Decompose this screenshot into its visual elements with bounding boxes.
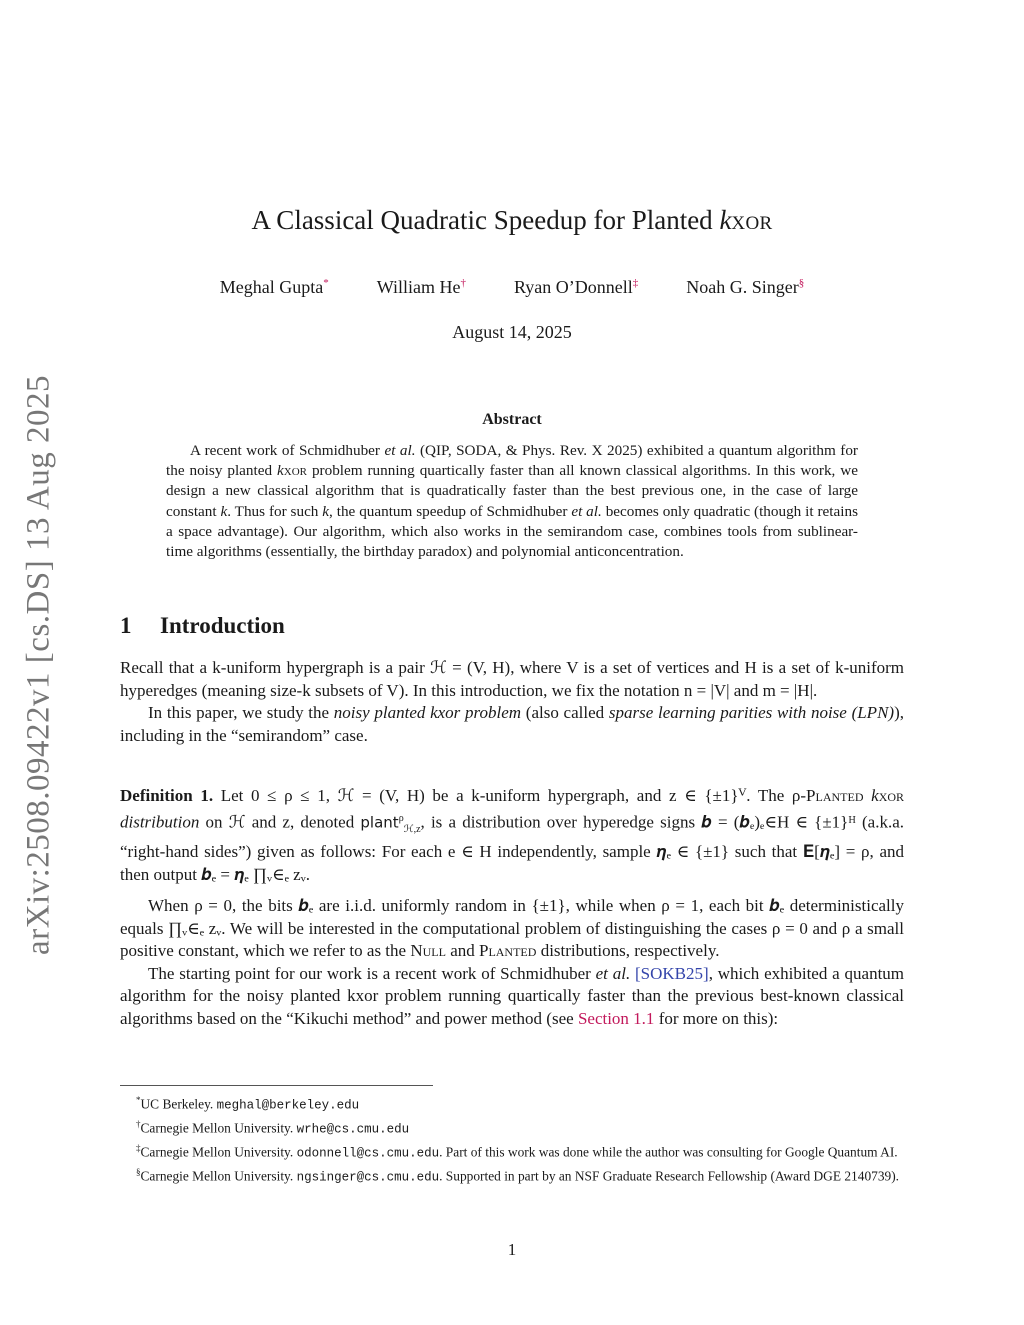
abstract-body: A recent work of Schmidhuber et al. (QIP, SODA, & Phys. Rev. X 2025) exhibited a quantum algorithm for the noisy planted kxor problem running quartically faster than all known classical algorithms. In this work, we design a new classical algorithm that is quadratically faster than the best previous one, in the case of large constant k. Thus for such k, the quantum speedup of Schmidhuber et al. becomes only quadratic (though it retains a space advantage). Our algorithm, which also works in the semirandom case, combines tools from sublinear-time algorithms (essentially, the birthday paradox) and polynomial anticoncentration. (166, 442, 859, 561)
paragraph: When ρ = 0, the bits 𝒃ₑ are i.i.d. uniformly random in {±1}, while when ρ = 1, each bit 𝒃ₑ deterministically equals ∏ᵥ∈ₑ zᵥ. We will be interested in the computational problem of distinguishing the cases ρ = 0 and ρ a small positive constant, which we refer to as the Null and Planted distributions, respectively. (120, 896, 904, 961)
footnote-divider (120, 1085, 433, 1086)
arxiv-identifier: arXiv:2508.09422v1 [cs.DS] 13 Aug 2025 (20, 375, 57, 955)
definition-label: Definition 1. (120, 786, 214, 805)
title-prefix: A Classical Quadratic Speedup for Planted (251, 205, 720, 235)
footnotes (120, 1091, 904, 1187)
body-paragraphs (120, 895, 904, 1031)
citation-link[interactable]: [SOKB25] (635, 963, 709, 983)
email-link[interactable]: wrhe@cs.cmu.edu (296, 1122, 410, 1137)
page-number: 1 (507, 1240, 517, 1259)
section-title: Introduction (160, 613, 285, 638)
paper-date: August 14, 2025 (452, 322, 572, 342)
paragraph: Recall that a k-uniform hypergraph is a pair ℋ = (V, H), where V is a set of vertices and H is a set of k-uniform hyperedges (meaning size-k subsets of V). In this introduction, we fix the notation n = |V| and m = |H|. (120, 658, 904, 700)
section-link[interactable]: Section 1.1 (577, 1008, 655, 1028)
email-link[interactable]: odonnell@cs.cmu.edu (296, 1146, 440, 1161)
author: Ryan O’Donnell‡ (514, 277, 639, 297)
definition-block: Definition 1. Let 0 ≤ ρ ≤ 1, ℋ = (V, H) be a k-uniform hypergraph, and z ∈ {±1}ⱽ. The ρ-Planted kxor distribution on ℋ and z, denoted plant$^\rho_{ℋ,z}$, is a distribution over hyperedge signs 𝒃 = (𝒃ₑ)ₑ∈H ∈ {±1}ᴴ (a.k.a. “right-hand sides”) given as follows: For each e ∈ H independently, sample 𝜼ₑ ∈ {±1} such that 𝐄[𝜼ₑ] = ρ, and then output 𝒃ₑ = 𝜼ₑ ∏ᵥ∈ₑ zᵥ. (120, 786, 905, 884)
footnote: §Carnegie Mellon University. ngsinger@cs.cmu.edu. Supported in part by an NSF Graduate Research Fellowship (Award DGE 2140739). (136, 1166, 900, 1185)
footnote-mark[interactable]: † (460, 277, 466, 289)
section-heading (120, 613, 285, 639)
footnote-mark[interactable]: * (323, 277, 329, 289)
author: Noah G. Singer§ (686, 277, 805, 297)
email-link[interactable]: meghal@berkeley.edu (216, 1098, 360, 1113)
paper-title (0, 205, 1024, 236)
author-list (0, 277, 1024, 298)
footnote-mark[interactable]: § (798, 277, 805, 289)
footnote: *UC Berkeley. meghal@berkeley.edu (136, 1095, 360, 1113)
footnote: ‡Carnegie Mellon University. odonnell@cs.cmu.edu. Part of this work was done while the author was consulting for Google Quantum AI. (136, 1142, 898, 1161)
title-k: k (719, 205, 732, 235)
abstract-heading: Abstract (482, 411, 542, 428)
footnote: †Carnegie Mellon University. wrhe@cs.cmu.edu (136, 1118, 410, 1137)
intro-paragraphs (120, 657, 904, 747)
author: William He† (376, 277, 466, 297)
email-link[interactable]: ngsinger@cs.cmu.edu (296, 1170, 440, 1185)
paragraph: The starting point for our work is a recent work of Schmidhuber et al. [SOKB25], which exhibited a quantum algorithm for the noisy planted kxor problem running quartically faster than the previous best-known classical algorithms based on the “Kikuchi method” and power method (see Section 1.1 for more on this): (120, 963, 905, 1028)
footnote-mark[interactable]: ‡ (632, 277, 639, 289)
author: Meghal Gupta* (219, 277, 329, 297)
paragraph: In this paper, we study the noisy planted kxor problem (also called sparse learning parities with noise (LPN)), including in the “semirandom” case. (120, 703, 904, 745)
title-xor: xor (731, 205, 773, 235)
section-number: 1 (120, 613, 132, 638)
